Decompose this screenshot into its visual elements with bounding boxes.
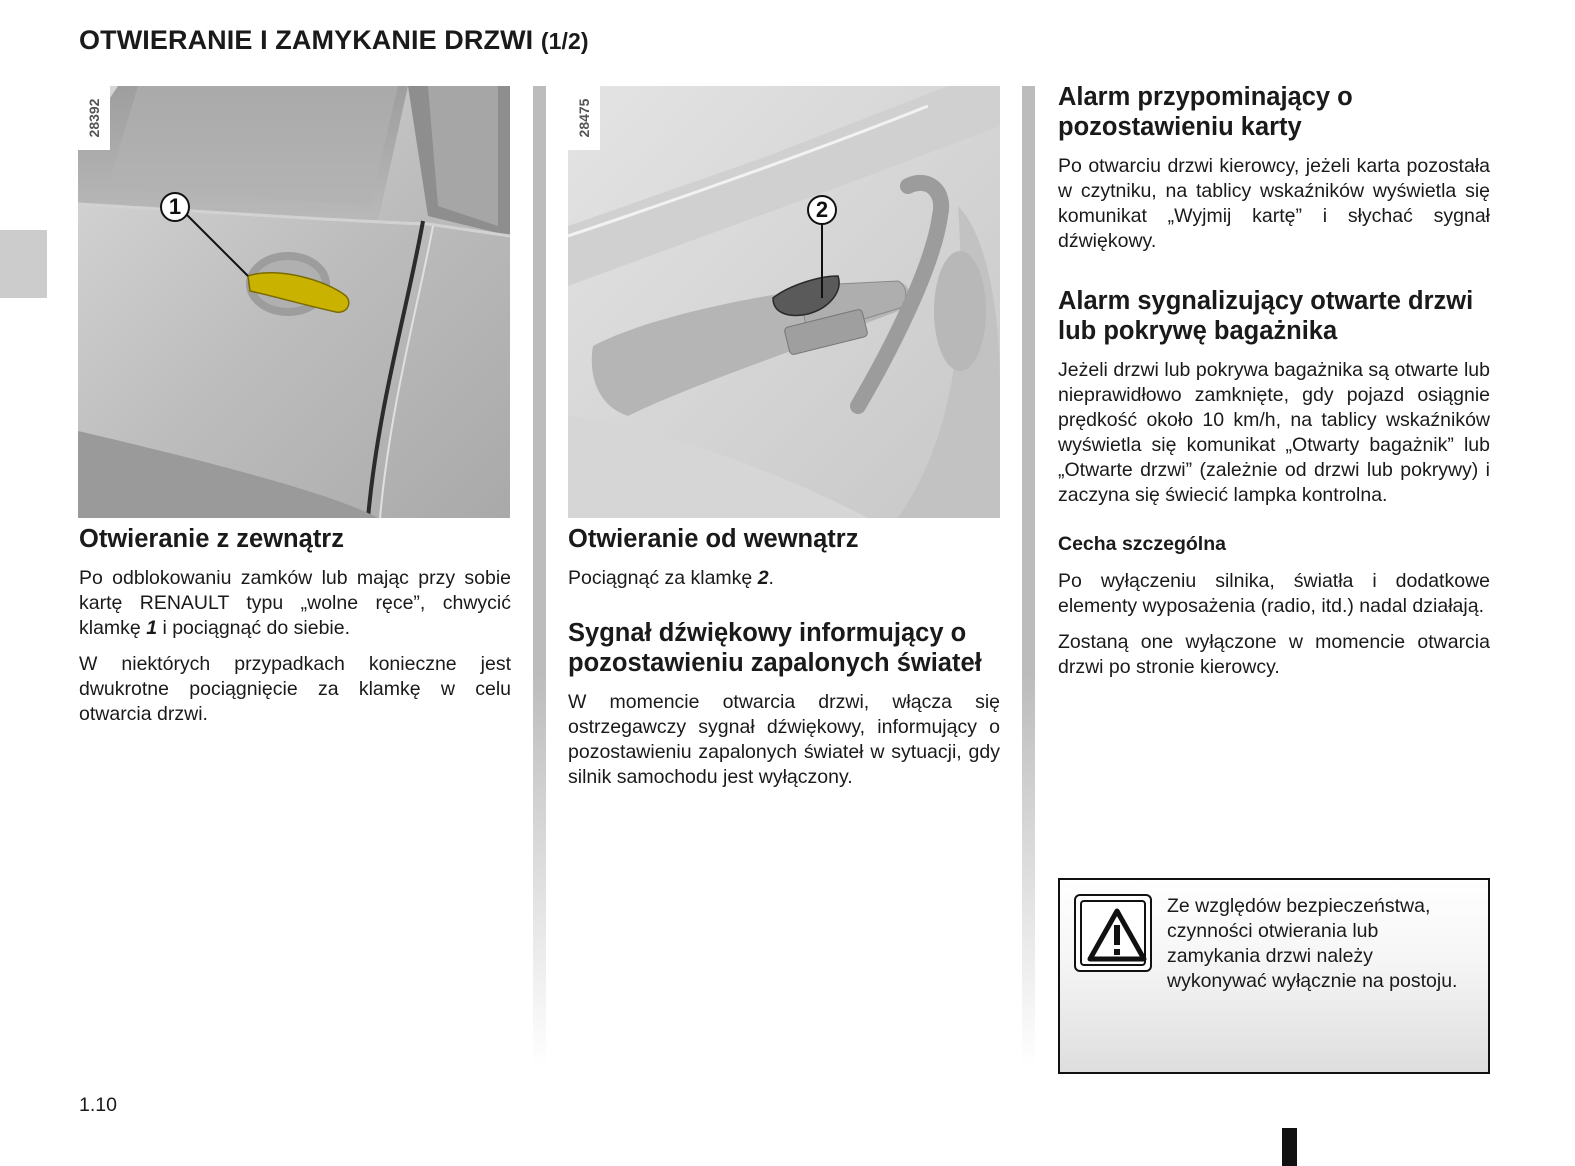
paragraph: Zostaną one wyłączone w momencie otwarcia drzwi po stronie kierowcy. [1058, 631, 1490, 678]
section-heading: Alarm sygnalizujący otwarte drzwi lub pokrywę bagażnika [1058, 287, 1474, 345]
paragraph: Pociągnąć za klamkę 2. [568, 567, 774, 589]
section-heading: Otwieranie od wewnątrz [568, 525, 859, 553]
section-tab [0, 230, 47, 298]
warning-box [1058, 878, 1490, 1074]
paragraph: W niektórych przypadkach konieczne jest dwukrotne pociągnięcie za klamkę w celu otwarcia drzwi. [79, 653, 511, 725]
column-divider [1022, 86, 1035, 1066]
column-3 [1058, 82, 1490, 680]
paragraph: Po otwarciu drzwi kierowcy, jeżeli karta pozostała w czytniku, na tablicy wskaźników wyświetla się komunikat „Wyjmij kartę” i słychać sygnał dźwiękowy. [1058, 155, 1490, 252]
figure-code: 28392 [78, 86, 110, 150]
callout-2: 2 [807, 195, 837, 225]
callout-reference: 2 [757, 567, 769, 589]
warning-triangle-icon [1074, 894, 1152, 972]
section-heading: Sygnał dźwiękowy informujący o pozostawieniu zapalonych świateł [568, 619, 982, 677]
callout-1: 1 [160, 192, 190, 222]
figure-code: 28475 [568, 86, 600, 150]
paragraph: W momencie otwarcia drzwi, włącza się ostrzegawczy sygnał dźwiękowy, informujący o pozostawieniu zapalonych świateł w sytuacji, gdy silnik samochodu jest wyłączony. [568, 691, 1000, 788]
exterior-door-illustration [78, 86, 510, 518]
warning-text: Ze względów bezpieczeństwa, czynności otwierania lub zamykania drzwi należy wykonywać wyłącznie na postoju. [1167, 895, 1458, 992]
page-title-part: (1/2) [540, 28, 589, 54]
column-1 [79, 524, 511, 727]
page-corner-mark [1282, 1128, 1297, 1166]
page-title: OTWIERANIE I ZAMYKANIE DRZWI (1/2) [79, 25, 589, 55]
paragraph: Po wyłączeniu silnika, światła i dodatkowe elementy wyposażenia (radio, itd.) nadal działają. [1058, 570, 1490, 617]
page-number: 1.10 [79, 1094, 117, 1116]
section-heading: Otwieranie z zewnątrz [79, 525, 344, 553]
column-divider [533, 86, 546, 1066]
callout-reference: 1 [146, 617, 158, 639]
paragraph: Po odblokowaniu zamków lub mając przy sobie kartę RENAULT typu „wolne ręce”, chwycić klamkę 1 i pociągnąć do siebie. [79, 567, 511, 639]
subheading: Cecha szczególna [1058, 533, 1226, 555]
interior-door-illustration [568, 86, 1000, 518]
section-heading: Alarm przypominający o pozostawieniu karty [1058, 83, 1353, 141]
column-2 [568, 524, 1000, 790]
paragraph: Jeżeli drzwi lub pokrywa bagażnika są otwarte lub nieprawidłowo zamknięte, gdy pojazd osiągnie prędkość około 10 km/h, na tablicy wskaźników wyświetla się komunikat „Otwarty bagażnik” lub „Otwarte drzwi” (zależnie od drzwi lub pokrywy) i zaczyna się świecić lampka kontrolna. [1058, 359, 1490, 506]
